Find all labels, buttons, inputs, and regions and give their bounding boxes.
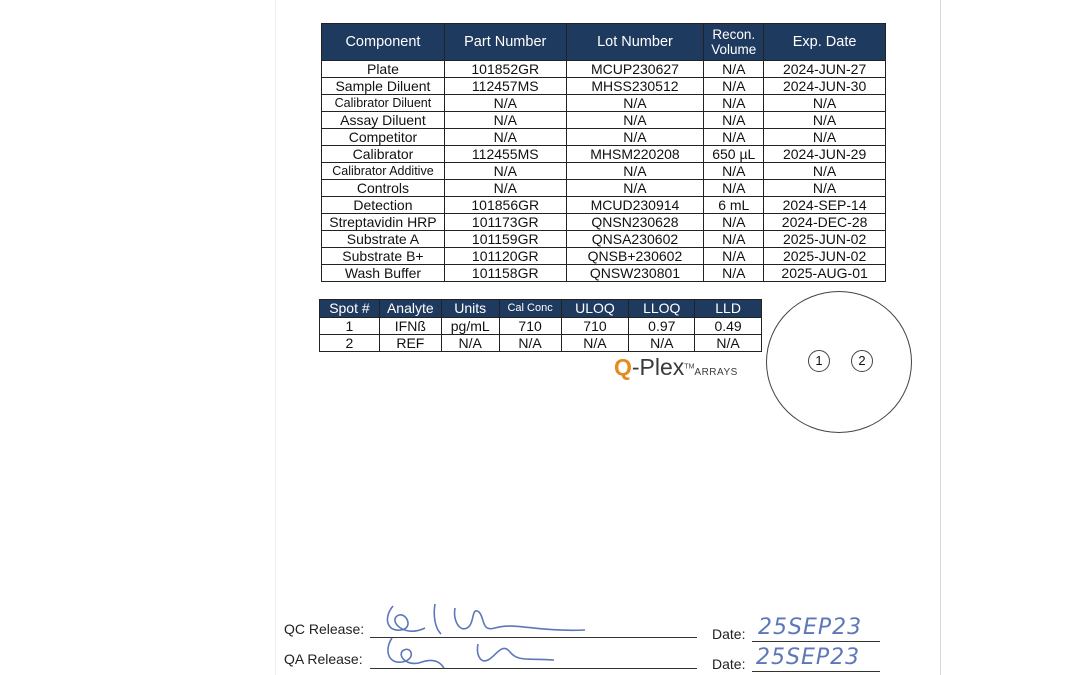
qa-date-line xyxy=(752,671,880,672)
header-lld: LLD xyxy=(695,300,762,318)
components-header-row xyxy=(322,24,886,61)
table-cell: N/A xyxy=(764,129,886,146)
page-edge-left xyxy=(275,0,276,675)
table-cell: N/A xyxy=(704,95,764,112)
table-cell: 2025-JUN-02 xyxy=(764,248,886,265)
table-cell: N/A xyxy=(764,163,886,180)
table-cell: 101173GR xyxy=(444,214,566,231)
table-cell: N/A xyxy=(704,248,764,265)
table-cell: N/A xyxy=(704,112,764,129)
table-cell: N/A xyxy=(704,129,764,146)
header-lot-number: Lot Number xyxy=(566,24,704,61)
table-cell: 1 xyxy=(320,318,380,335)
table-row xyxy=(322,146,886,163)
table-cell: QNSA230602 xyxy=(566,231,704,248)
header-lloq: LLOQ xyxy=(629,300,695,318)
table-cell: N/A xyxy=(561,335,629,352)
table-cell: MCUD230914 xyxy=(566,197,704,214)
table-cell: QNSN230628 xyxy=(566,214,704,231)
table-cell: 2024-JUN-29 xyxy=(764,146,886,163)
table-cell: N/A xyxy=(764,95,886,112)
logo-q: Q xyxy=(614,354,632,380)
table-cell: N/A xyxy=(629,335,695,352)
table-cell: Detection xyxy=(322,197,445,214)
table-cell: QNSW230801 xyxy=(566,265,704,282)
table-cell: 0.49 xyxy=(695,318,762,335)
table-cell: 101120GR xyxy=(444,248,566,265)
logo-tm: TM xyxy=(684,363,695,371)
header-uloq: ULOQ xyxy=(561,300,629,318)
spots-body xyxy=(320,318,762,352)
table-cell: 710 xyxy=(499,318,561,335)
table-cell: 650 µL xyxy=(704,146,764,163)
table-cell: Controls xyxy=(322,180,445,197)
table-row xyxy=(320,318,762,335)
table-cell: 2024-DEC-28 xyxy=(764,214,886,231)
table-cell: N/A xyxy=(704,231,764,248)
q-plex-logo xyxy=(614,354,738,384)
table-cell: 112457MS xyxy=(444,78,566,95)
header-exp-date: Exp. Date xyxy=(764,24,886,61)
table-cell: 112455MS xyxy=(444,146,566,163)
table-cell: N/A xyxy=(764,180,886,197)
header-spot: Spot # xyxy=(320,300,380,318)
table-row xyxy=(322,95,886,112)
table-cell: Substrate A xyxy=(322,231,445,248)
qc-date-label: Date: xyxy=(712,626,746,642)
qc-date-value: 25SEP23 xyxy=(758,615,863,640)
table-cell: N/A xyxy=(704,180,764,197)
table-cell: Assay Diluent xyxy=(322,112,445,129)
table-row xyxy=(322,214,886,231)
spots-table xyxy=(319,299,762,352)
qc-release-label: QC Release: xyxy=(284,621,365,637)
table-cell: 101852GR xyxy=(444,61,566,78)
qa-signature xyxy=(378,632,578,672)
table-cell: N/A xyxy=(441,335,499,352)
table-row xyxy=(322,112,886,129)
table-cell: Streptavidin HRP xyxy=(322,214,445,231)
table-cell: Calibrator Additive xyxy=(322,163,445,180)
table-cell: Calibrator xyxy=(322,146,445,163)
table-cell: N/A xyxy=(499,335,561,352)
logo-arrays: ARRAYS xyxy=(694,367,738,378)
qa-release-label: QA Release: xyxy=(284,651,363,667)
table-cell: MHSM220208 xyxy=(566,146,704,163)
qa-date-label: Date: xyxy=(712,656,746,672)
table-cell: pg/mL xyxy=(441,318,499,335)
table-row xyxy=(322,180,886,197)
table-row xyxy=(322,231,886,248)
table-cell: N/A xyxy=(566,163,704,180)
header-analyte: Analyte xyxy=(379,300,441,318)
table-cell: Calibrator Diluent xyxy=(322,95,445,112)
well-diagram-circle xyxy=(766,291,912,433)
table-cell: 2024-JUN-27 xyxy=(764,61,886,78)
spot-marker-1: 1 xyxy=(808,350,830,372)
table-cell: N/A xyxy=(566,112,704,129)
table-cell: Substrate B+ xyxy=(322,248,445,265)
table-row xyxy=(322,197,886,214)
header-component: Component xyxy=(322,24,445,61)
spots-header-row xyxy=(320,300,762,318)
table-cell: N/A xyxy=(764,112,886,129)
components-body xyxy=(322,61,886,282)
table-cell: 2024-SEP-14 xyxy=(764,197,886,214)
qa-date-value: 25SEP23 xyxy=(756,645,861,670)
table-cell: 2025-AUG-01 xyxy=(764,265,886,282)
table-cell: 2024-JUN-30 xyxy=(764,78,886,95)
table-cell: 101158GR xyxy=(444,265,566,282)
table-cell: 6 mL xyxy=(704,197,764,214)
table-cell: Competitor xyxy=(322,129,445,146)
table-cell: N/A xyxy=(695,335,762,352)
table-cell: N/A xyxy=(566,180,704,197)
table-cell: 101856GR xyxy=(444,197,566,214)
header-units: Units xyxy=(441,300,499,318)
table-cell: IFNß xyxy=(379,318,441,335)
components-table xyxy=(321,23,886,282)
qc-date-line xyxy=(752,641,880,642)
table-cell: QNSB+230602 xyxy=(566,248,704,265)
logo-plex: -Plex xyxy=(631,354,685,380)
table-cell: Wash Buffer xyxy=(322,265,445,282)
table-cell: N/A xyxy=(704,265,764,282)
table-cell: N/A xyxy=(444,95,566,112)
table-row xyxy=(322,163,886,180)
table-cell: N/A xyxy=(566,95,704,112)
table-cell: N/A xyxy=(444,112,566,129)
table-cell: 2025-JUN-02 xyxy=(764,231,886,248)
table-row xyxy=(322,61,886,78)
table-cell: N/A xyxy=(444,163,566,180)
header-recon-volume: Recon. Volume xyxy=(704,24,764,61)
table-cell: 0.97 xyxy=(629,318,695,335)
table-cell: MHSS230512 xyxy=(566,78,704,95)
table-cell: N/A xyxy=(704,214,764,231)
table-cell: Plate xyxy=(322,61,445,78)
table-cell: Sample Diluent xyxy=(322,78,445,95)
table-row xyxy=(322,265,886,282)
table-cell: 2 xyxy=(320,335,380,352)
table-cell: MCUP230627 xyxy=(566,61,704,78)
table-cell: N/A xyxy=(566,129,704,146)
page-edge-right xyxy=(940,0,941,675)
table-cell: N/A xyxy=(704,163,764,180)
table-cell: N/A xyxy=(704,61,764,78)
table-row xyxy=(322,78,886,95)
table-cell: 710 xyxy=(561,318,629,335)
header-cal-conc: Cal Conc xyxy=(499,300,561,318)
table-row xyxy=(322,248,886,265)
header-part-number: Part Number xyxy=(444,24,566,61)
table-cell: N/A xyxy=(444,180,566,197)
spot-marker-2: 2 xyxy=(851,350,873,372)
table-row xyxy=(320,335,762,352)
table-row xyxy=(322,129,886,146)
table-cell: 101159GR xyxy=(444,231,566,248)
table-cell: REF xyxy=(379,335,441,352)
table-cell: N/A xyxy=(444,129,566,146)
table-cell: N/A xyxy=(704,78,764,95)
